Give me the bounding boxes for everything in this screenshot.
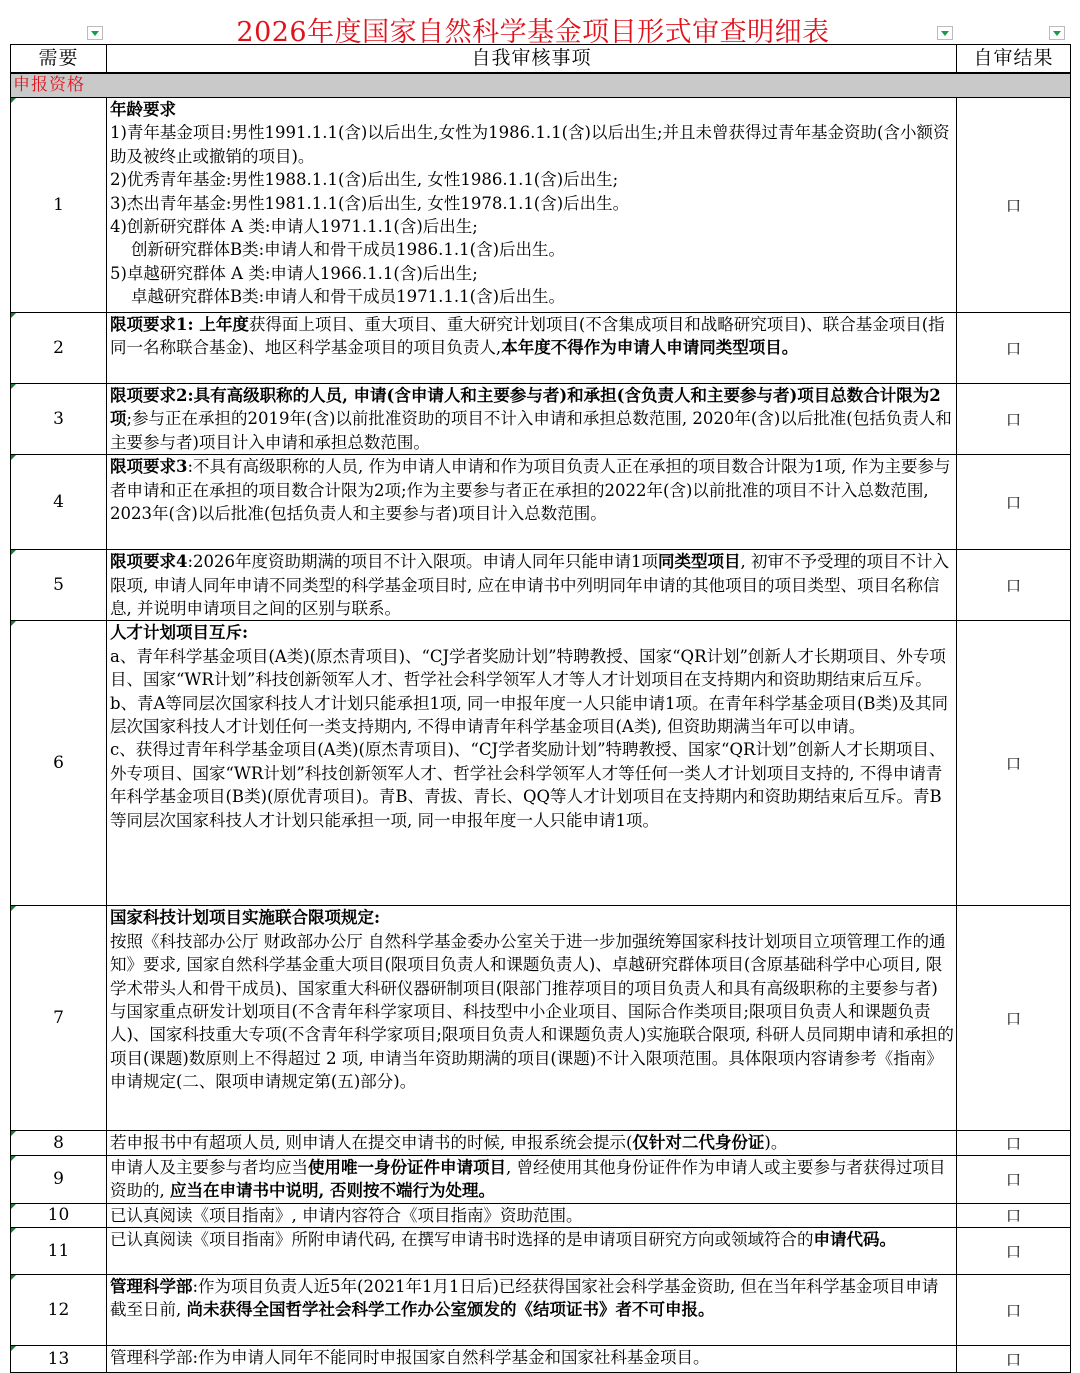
row-number-cell[interactable]: 11 bbox=[11, 1228, 107, 1275]
item-text: 已认真阅读《项目指南》所附申请代码, 在撰写申请书时选择的是申请项目研究方向或领域符合的 bbox=[110, 1230, 814, 1250]
item-text: b、青A等同层次国家科技人才计划只能承担1项, 同一申报年度一人只能申请1项。在青年科学基金项目(B类)及其同层次国家科技人才计划任何一类支持期内, 不得申请青年科学基金项目(A类), 但资助期满当年可以申请。 bbox=[110, 693, 948, 737]
item-text: 1)青年基金项目:男性1991.1.1(含)以后出生,女性为1986.1.1(含)以后出生;并且未曾获得过青年基金资助(含小额资助及被终止或撤销的项目)。 bbox=[110, 123, 950, 166]
self-check-checkbox[interactable]: 口 bbox=[957, 1131, 1071, 1155]
header-row bbox=[11, 45, 1071, 74]
item-content-cell[interactable] bbox=[107, 1155, 957, 1203]
section-row bbox=[11, 73, 1071, 98]
item-content-cell[interactable] bbox=[107, 1131, 957, 1155]
item-text: )。 bbox=[764, 1133, 788, 1153]
title-row bbox=[0, 0, 1080, 48]
item-line bbox=[110, 1346, 954, 1369]
item-line bbox=[110, 192, 954, 215]
item-line bbox=[110, 238, 954, 261]
item-line bbox=[110, 455, 954, 525]
row-number-cell[interactable]: 3 bbox=[11, 384, 107, 455]
item-text-bold: 使用唯一身份证件申请项目 bbox=[308, 1157, 506, 1177]
self-check-checkbox[interactable]: 口 bbox=[957, 1203, 1071, 1227]
item-line bbox=[110, 550, 954, 620]
header-req[interactable]: 需要 bbox=[11, 45, 107, 74]
header-result[interactable]: 自审结果 bbox=[957, 45, 1071, 74]
header-item[interactable]: 自我审核事项 bbox=[107, 45, 957, 74]
item-line bbox=[110, 98, 954, 121]
row-number-cell[interactable]: 2 bbox=[11, 313, 107, 384]
item-text: 5)卓越研究群体 A 类:申请人1966.1.1(含)后出生; bbox=[110, 263, 478, 283]
item-line bbox=[110, 930, 954, 1094]
row-number-cell[interactable]: 13 bbox=[11, 1346, 107, 1373]
item-text-bold: 限项要求4 bbox=[110, 552, 188, 572]
item-line bbox=[110, 621, 954, 644]
item-text: :2026年度资助期满的项目不计入限项。申请人同年只能申请1项 bbox=[187, 552, 659, 572]
item-text: a、青年科学基金项目(A类)(原杰青项目)、“CJ学者奖励计划”特聘教授、国家“QR计划”创新人才长期项目、外专项目、国家“WR计划”科技创新领军人才、哲学社会科学领军人才等人才计划项目在支持期内和资助期结束后互斥。 bbox=[110, 646, 946, 690]
item-line bbox=[110, 215, 954, 238]
item-line bbox=[110, 121, 954, 168]
filter-dropdown-icon[interactable] bbox=[937, 26, 953, 40]
item-line bbox=[110, 906, 954, 929]
item-line bbox=[110, 384, 954, 454]
self-check-checkbox[interactable]: 口 bbox=[957, 384, 1071, 455]
table-row bbox=[11, 1155, 1071, 1203]
row-number-cell[interactable]: 6 bbox=[11, 621, 107, 906]
item-text: :不具有高级职称的人员, 作为申请人申请和作为项目负责人正在承担的项目数合计限为1项, 作为主要参与者申请和正在承担的项目数合计限为2项;作为主要参与者正在承担的2022年(含)以前批准的项目不计入总数范围, 2023年(含)以后批准(包括负责人和主要参与者)项目计入总数范围。 bbox=[110, 457, 951, 524]
self-check-checkbox[interactable]: 口 bbox=[957, 906, 1071, 1131]
item-line bbox=[110, 692, 954, 739]
item-text-bold: 尚未获得全国哲学社会科学工作办公室颁发的《结项证书》者不可申报。 bbox=[186, 1300, 715, 1320]
item-text: 卓越研究群体B类:申请人和骨干成员1971.1.1(含)后出生。 bbox=[131, 287, 566, 307]
self-check-checkbox[interactable]: 口 bbox=[957, 98, 1071, 313]
table-row bbox=[11, 98, 1071, 313]
filter-dropdown-icon[interactable] bbox=[87, 26, 103, 40]
table-row bbox=[11, 1203, 1071, 1227]
item-text-bold: 限项要求1: 上年度 bbox=[110, 315, 249, 334]
table-row bbox=[11, 621, 1071, 906]
table-row bbox=[11, 1228, 1071, 1275]
item-text: ;参与正在承担的2019年(含)以前批准资助的项目不计入申请和承担总数范围, 2020年(含)以后批准(包括负责人和主要参与者)项目计入申请和承担总数范围。 bbox=[110, 409, 952, 452]
table-row bbox=[11, 550, 1071, 621]
item-text: 已认真阅读《项目指南》, 申请内容符合《项目指南》资助范围。 bbox=[110, 1205, 583, 1225]
item-text-bold: 限项要求2:具有高级职称的人员, 申请(含申请人和主要参与者)和承担(含负责人和主要参与者)项目总数合计限为2项 bbox=[110, 386, 941, 429]
item-text-bold: 限项要求3 bbox=[110, 457, 188, 477]
item-text-bold: 国家科技计划项目实施联合限项规定: bbox=[110, 908, 381, 928]
self-check-checkbox[interactable]: 口 bbox=[957, 1346, 1071, 1373]
table-row bbox=[11, 384, 1071, 455]
item-line bbox=[110, 168, 954, 191]
item-text: , 曾经使用其他身份证件作为申请人或主要参与者获得过项目资助的, bbox=[110, 1157, 946, 1201]
item-line bbox=[110, 313, 954, 360]
item-line bbox=[110, 738, 954, 832]
item-content-cell[interactable] bbox=[107, 1228, 957, 1275]
item-text: 申请人及主要参与者均应当 bbox=[110, 1157, 308, 1177]
self-check-checkbox[interactable]: 口 bbox=[957, 455, 1071, 550]
row-number-cell[interactable]: 7 bbox=[11, 906, 107, 1131]
item-text-bold: 申请代码。 bbox=[813, 1230, 896, 1250]
item-text: c、获得过青年科学基金项目(A类)(原杰青项目)、“CJ学者奖励计划”特聘教授、国家“QR计划”创新人才长期项目、外专项目、国家“WR计划”科技创新领军人才、哲学社会科学领军人才等任何一类人才计划项目支持的, 不得申请青年科学基金项目(B类)(原优青项目)。青B、青拔、青长、QQ等人才计划项目在支持期内和资助期结束后互斥。青B等同层次国家科技人才计划只能承担一项, 同一申报年度一人只能申请1项。 bbox=[110, 740, 946, 830]
self-check-checkbox[interactable]: 口 bbox=[957, 550, 1071, 621]
table-row bbox=[11, 906, 1071, 1131]
item-line bbox=[110, 262, 954, 285]
row-number-cell[interactable]: 12 bbox=[11, 1275, 107, 1346]
item-content-cell[interactable] bbox=[107, 455, 957, 550]
item-content-cell[interactable] bbox=[107, 621, 957, 906]
item-text-bold: 本年度不得作为申请人申请同类型项目。 bbox=[501, 338, 799, 358]
item-text-bold: 人才计划项目互斥: bbox=[110, 623, 249, 643]
sheet-title: 2026年度国家自然科学基金项目形式审查明细表 bbox=[236, 17, 830, 48]
item-text: :作为项目负责人近5年(2021年1月1日后)已经获得国家社会科学基金资助, 但在当年科学基金项目申请截至日前, bbox=[110, 1277, 939, 1320]
item-content-cell[interactable] bbox=[107, 1346, 957, 1373]
row-number-cell[interactable]: 5 bbox=[11, 550, 107, 621]
table-row bbox=[11, 1346, 1071, 1373]
item-content-cell[interactable] bbox=[107, 550, 957, 621]
row-number-cell[interactable]: 4 bbox=[11, 455, 107, 550]
row-number-cell[interactable]: 9 bbox=[11, 1155, 107, 1203]
item-text-bold: 仅针对二代身份证 bbox=[632, 1133, 765, 1153]
self-check-checkbox[interactable]: 口 bbox=[957, 313, 1071, 384]
self-check-checkbox[interactable]: 口 bbox=[957, 1275, 1071, 1346]
table-row bbox=[11, 1131, 1071, 1155]
item-line bbox=[110, 1131, 954, 1154]
table-row bbox=[11, 313, 1071, 384]
row-number-cell[interactable]: 1 bbox=[11, 98, 107, 313]
item-text-bold: 应当在申请书中说明, 否则按不端行为处理。 bbox=[170, 1181, 495, 1201]
item-text: , 初审不予受理的项目不计入限项, 申请人同年申请不同类型的科学基金项目时, 应在申请书中列明同年申请的其他项目的项目类型、项目名称信息, 并说明申请项目之间的区别与联系。 bbox=[110, 552, 950, 619]
item-line bbox=[110, 645, 954, 692]
item-text: 3)杰出青年基金:男性1981.1.1(含)后出生, 女性1978.1.1(含)后出生。 bbox=[110, 193, 630, 213]
section-label: 申报资格 bbox=[11, 73, 1071, 98]
item-text: 2)优秀青年基金:男性1988.1.1(含)后出生, 女性1986.1.1(含)后出生; bbox=[110, 170, 619, 190]
item-content-cell[interactable] bbox=[107, 313, 957, 384]
item-text-bold: 同类型项目 bbox=[658, 552, 741, 572]
item-content-cell[interactable] bbox=[107, 1275, 957, 1346]
review-table bbox=[10, 44, 1071, 1373]
self-check-checkbox[interactable]: 口 bbox=[957, 1155, 1071, 1203]
item-line bbox=[110, 285, 954, 308]
item-line bbox=[110, 1228, 954, 1251]
item-content-cell[interactable] bbox=[107, 1203, 957, 1227]
item-text: 创新研究群体B类:申请人和骨干成员1986.1.1(含)后出生。 bbox=[131, 240, 566, 260]
row-number-cell[interactable]: 8 bbox=[11, 1131, 107, 1155]
item-line bbox=[110, 1275, 954, 1322]
item-line bbox=[110, 1204, 954, 1227]
item-content-cell[interactable] bbox=[107, 384, 957, 455]
item-line bbox=[110, 1156, 954, 1203]
item-text: 按照《科技部办公厅 财政部办公厅 自然科学基金委办公室关于进一步加强统筹国家科技计划项目立项管理工作的通知》要求, 国家自然科学基金重大项目(限项目负责人和课题负责人)、卓越研究群体项目(含原基础科学中心项目, 限学术带头人和骨干成员)、国家重大科研仪器研制项目(限部门推荐项目的项目负责人和具有高级职称的主要参与者)与国家重点研发计划项目(不含青年科学家项目、科技型中小企业项目、国际合作类项目;限项目负责人和课题负责人)、国家科技重大专项(不含青年科学家项目;限项目负责人和课题负责人)实施联合限项, 科研人员同期申请和承担的项目(课题)数原则上不得超过 2 项, 申请当年资助期满的项目(课题)不计入限项范围。具体限项内容请参考《指南》申请规定(二、限项申请规定第(五)部分)。 bbox=[110, 931, 954, 1092]
item-text-bold: 管理科学部 bbox=[110, 1277, 193, 1297]
item-text-bold: 年龄要求 bbox=[110, 100, 176, 119]
item-content-cell[interactable] bbox=[107, 906, 957, 1131]
filter-dropdown-icon[interactable] bbox=[1049, 26, 1065, 40]
self-check-checkbox[interactable]: 口 bbox=[957, 1228, 1071, 1275]
table-row bbox=[11, 1275, 1071, 1346]
item-text: 4)创新研究群体 A 类:申请人1971.1.1(含)后出生; bbox=[110, 217, 478, 237]
item-content-cell[interactable] bbox=[107, 98, 957, 313]
item-text: 管理科学部:作为申请人同年不能同时申报国家自然科学基金和国家社科基金项目。 bbox=[110, 1348, 710, 1368]
self-check-checkbox[interactable]: 口 bbox=[957, 621, 1071, 906]
item-text: 若申报书中有超项人员, 则申请人在提交申请书的时候, 申报系统会提示( bbox=[110, 1133, 633, 1153]
item-text: 获得面上项目、重大项目、重大研究计划项目(不含集成项目和战略研究项目)、联合基金项目(指同一名称联合基金)、地区科学基金项目的项目负责人, bbox=[110, 315, 945, 358]
table-row bbox=[11, 455, 1071, 550]
row-number-cell[interactable]: 10 bbox=[11, 1203, 107, 1227]
